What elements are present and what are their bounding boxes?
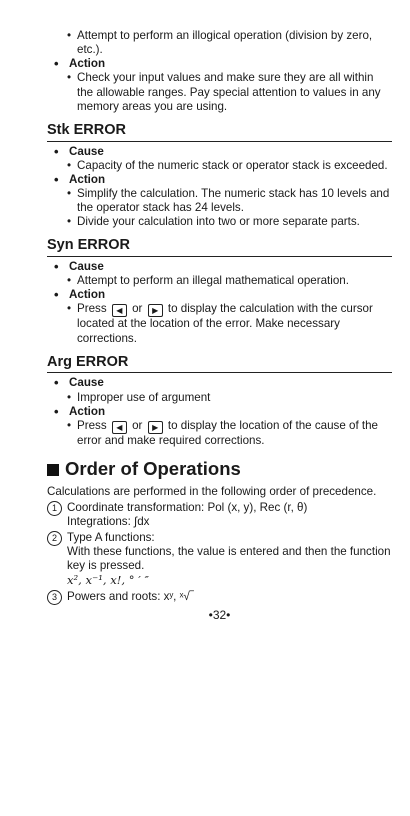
action-item: • Check your input values and make sure they are all within the allowable ranges. Pay special attention to values in any memory areas you are using. <box>67 71 381 113</box>
cursor-left-key-icon: ◀ <box>112 421 127 434</box>
order-item-2: 2 Type A functions: <box>47 531 392 545</box>
arg-cause-heading: • Cause <box>54 375 104 391</box>
arg-action-item: • Press ◀ or ▶ to display the location of the cause of the error and make required corrections. <box>67 418 379 447</box>
stk-cause-heading: • Cause <box>54 143 104 159</box>
syn-cause-item: • Attempt to perform an illegal mathematical operation. <box>67 274 349 288</box>
order-item-2-math: x², x⁻¹, x!, ° ′ ″ <box>67 573 149 588</box>
order-item-1: 1 Coordinate transformation: Pol (x, y), Rec (r, θ) <box>47 501 392 515</box>
page-number: •32• <box>208 607 231 622</box>
order-item-3: 3 Powers and roots: xʸ, ˣ√‾ <box>47 590 392 604</box>
stk-action-item-1: • Simplify the calculation. The numeric stack has 10 levels and the operator stack has 24 levels. <box>67 186 390 215</box>
stk-cause-item: • Capacity of the numeric stack or operator stack is exceeded. <box>67 158 388 172</box>
cursor-left-key-icon: ◀ <box>112 304 127 317</box>
arg-cause-item: • Improper use of argument <box>67 390 211 404</box>
cursor-right-key-icon: ▶ <box>148 304 163 317</box>
stk-error-heading: Stk ERROR <box>47 122 392 142</box>
syn-action-item: • Press ◀ or ▶ to display the calculation with the cursor located at the location of the error. Make necessary corrections. <box>67 302 373 345</box>
syn-error-heading: Syn ERROR <box>47 237 392 257</box>
order-item-1-sub: Integrations: ∫dx <box>67 514 150 528</box>
page-content <box>47 29 392 634</box>
stk-action-item-2: • Divide your calculation into two or more separate parts. <box>67 215 360 229</box>
order-intro: Calculations are performed in the following order of precedence. <box>47 484 377 498</box>
order-of-operations-heading: Order of Operations <box>47 458 392 481</box>
section-square-icon <box>47 464 59 476</box>
syn-cause-heading: • Cause <box>54 259 104 275</box>
illogical-operation-item: • Attempt to perform an illogical operation (division by zero, etc.). <box>67 29 373 57</box>
syn-action-heading: • Action <box>54 287 106 303</box>
arg-action-heading: • Action <box>54 403 106 419</box>
arg-error-heading: Arg ERROR <box>47 354 392 374</box>
action-heading: • Action <box>54 56 106 72</box>
order-item-2-sub: With these functions, the value is entered and then the function key is pressed. <box>67 545 391 573</box>
stk-action-heading: • Action <box>54 171 106 187</box>
cursor-right-key-icon: ▶ <box>148 421 163 434</box>
